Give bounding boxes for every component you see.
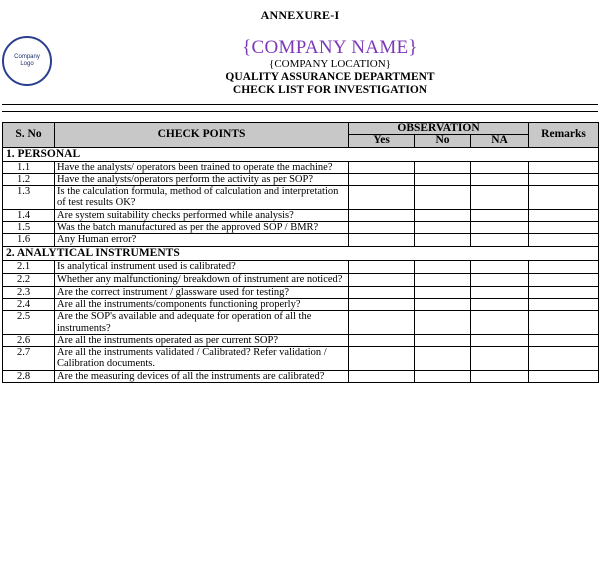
checklist-title: CHECK LIST FOR INVESTIGATION — [232, 84, 428, 96]
remarks-cell[interactable] — [529, 222, 599, 234]
header-divider — [2, 104, 598, 105]
na-cell[interactable] — [471, 161, 529, 173]
remarks-cell[interactable] — [529, 186, 599, 210]
remarks-cell[interactable] — [529, 370, 599, 382]
remarks-cell[interactable] — [529, 261, 599, 274]
row-number: 2.2 — [3, 274, 55, 286]
na-cell[interactable] — [471, 234, 529, 247]
checklist-row — [3, 234, 599, 247]
na-cell[interactable] — [471, 286, 529, 298]
check-point-text: Are the correct instrument / glassware used for testing? — [55, 286, 349, 298]
remarks-cell[interactable] — [529, 286, 599, 298]
no-cell[interactable] — [415, 161, 471, 173]
yes-cell[interactable] — [349, 261, 415, 274]
document-header — [150, 38, 510, 97]
remarks-cell[interactable] — [529, 347, 599, 371]
no-cell[interactable] — [415, 186, 471, 210]
yes-cell[interactable] — [349, 311, 415, 335]
remarks-cell[interactable] — [529, 274, 599, 286]
na-cell[interactable] — [471, 311, 529, 335]
row-number: 1.4 — [3, 209, 55, 221]
na-cell[interactable] — [471, 186, 529, 210]
check-point-text: Are system suitability checks performed while analysis? — [55, 209, 349, 221]
company-logo — [2, 36, 52, 86]
col-header-sno: S. No — [3, 123, 55, 148]
remarks-cell[interactable] — [529, 334, 599, 346]
no-cell[interactable] — [415, 370, 471, 382]
section-title: 1. PERSONAL — [3, 147, 599, 161]
header-divider-2 — [2, 111, 598, 112]
yes-cell[interactable] — [349, 370, 415, 382]
row-number: 2.6 — [3, 334, 55, 346]
yes-cell[interactable] — [349, 186, 415, 210]
row-number: 2.4 — [3, 298, 55, 310]
col-header-checkpoints: CHECK POINTS — [55, 123, 349, 148]
yes-cell[interactable] — [349, 161, 415, 173]
checklist-row — [3, 298, 599, 310]
section-row — [3, 247, 599, 261]
no-cell[interactable] — [415, 274, 471, 286]
row-number: 1.5 — [3, 222, 55, 234]
col-header-remarks: Remarks — [529, 123, 599, 148]
company-location: {COMPANY LOCATION} — [269, 58, 391, 70]
check-point-text: Is the calculation formula, method of calculation and interpretation of test results OK? — [55, 186, 349, 210]
logo-text-line2: Logo — [20, 61, 34, 67]
row-number: 2.7 — [3, 347, 55, 371]
yes-cell[interactable] — [349, 209, 415, 221]
checklist-row — [3, 261, 599, 274]
checklist-row — [3, 186, 599, 210]
no-cell[interactable] — [415, 298, 471, 310]
checklist-row — [3, 347, 599, 371]
row-number: 2.8 — [3, 370, 55, 382]
checklist-row — [3, 370, 599, 382]
na-cell[interactable] — [471, 274, 529, 286]
col-header-no: No — [415, 135, 471, 147]
row-number: 1.3 — [3, 186, 55, 210]
check-point-text: Are the SOP's available and adequate for operation of all the instruments? — [55, 311, 349, 335]
no-cell[interactable] — [415, 222, 471, 234]
check-point-text: Was the batch manufactured as per the approved SOP / BMR? — [55, 222, 349, 234]
yes-cell[interactable] — [349, 274, 415, 286]
na-cell[interactable] — [471, 209, 529, 221]
no-cell[interactable] — [415, 286, 471, 298]
check-point-text: Are all the instruments validated / Calibrated? Refer validation / Calibration documents. — [55, 347, 349, 371]
checklist-row — [3, 209, 599, 221]
check-point-text: Is analytical instrument used is calibrated? — [55, 261, 349, 274]
yes-cell[interactable] — [349, 173, 415, 185]
no-cell[interactable] — [415, 347, 471, 371]
yes-cell[interactable] — [349, 334, 415, 346]
remarks-cell[interactable] — [529, 173, 599, 185]
yes-cell[interactable] — [349, 286, 415, 298]
department-name: QUALITY ASSURANCE DEPARTMENT — [225, 71, 435, 83]
yes-cell[interactable] — [349, 298, 415, 310]
annexure-title: ANNEXURE-I — [260, 8, 340, 22]
row-number: 2.1 — [3, 261, 55, 274]
check-point-text: Have the analysts/operators perform the activity as per SOP? — [55, 173, 349, 185]
checklist-table — [2, 122, 599, 383]
remarks-cell[interactable] — [529, 161, 599, 173]
row-number: 1.1 — [3, 161, 55, 173]
checklist-row — [3, 173, 599, 185]
yes-cell[interactable] — [349, 234, 415, 247]
na-cell[interactable] — [471, 347, 529, 371]
check-point-text: Are all the instruments/components functioning properly? — [55, 298, 349, 310]
no-cell[interactable] — [415, 334, 471, 346]
company-name: {COMPANY NAME} — [242, 37, 418, 58]
no-cell[interactable] — [415, 234, 471, 247]
checklist-row — [3, 311, 599, 335]
checklist-row — [3, 274, 599, 286]
checklist-row — [3, 334, 599, 346]
check-point-text: Any Human error? — [55, 234, 349, 247]
no-cell[interactable] — [415, 261, 471, 274]
yes-cell[interactable] — [349, 222, 415, 234]
remarks-cell[interactable] — [529, 311, 599, 335]
na-cell[interactable] — [471, 261, 529, 274]
na-cell[interactable] — [471, 222, 529, 234]
checklist-row — [3, 161, 599, 173]
check-point-text: Are all the instruments operated as per current SOP? — [55, 334, 349, 346]
checklist-row — [3, 222, 599, 234]
na-cell[interactable] — [471, 334, 529, 346]
checklist-row — [3, 286, 599, 298]
no-cell[interactable] — [415, 311, 471, 335]
row-number: 2.5 — [3, 311, 55, 335]
col-header-na: NA — [471, 135, 529, 147]
na-cell[interactable] — [471, 298, 529, 310]
check-point-text: Have the analysts/ operators been trained to operate the machine? — [55, 161, 349, 173]
col-header-observation: OBSERVATION — [349, 123, 529, 135]
na-cell[interactable] — [471, 173, 529, 185]
col-header-yes: Yes — [349, 135, 415, 147]
logo-text-line1: Company — [14, 54, 40, 60]
checklist-body — [3, 147, 599, 382]
remarks-cell[interactable] — [529, 234, 599, 247]
row-number: 2.3 — [3, 286, 55, 298]
na-cell[interactable] — [471, 370, 529, 382]
remarks-cell[interactable] — [529, 298, 599, 310]
row-number: 1.6 — [3, 234, 55, 247]
remarks-cell[interactable] — [529, 209, 599, 221]
section-row — [3, 147, 599, 161]
no-cell[interactable] — [415, 173, 471, 185]
check-point-text: Whether any malfunctioning/ breakdown of instrument are noticed? — [55, 274, 349, 286]
yes-cell[interactable] — [349, 347, 415, 371]
check-point-text: Are the measuring devices of all the instruments are calibrated? — [55, 370, 349, 382]
no-cell[interactable] — [415, 209, 471, 221]
section-title: 2. ANALYTICAL INSTRUMENTS — [3, 247, 599, 261]
row-number: 1.2 — [3, 173, 55, 185]
